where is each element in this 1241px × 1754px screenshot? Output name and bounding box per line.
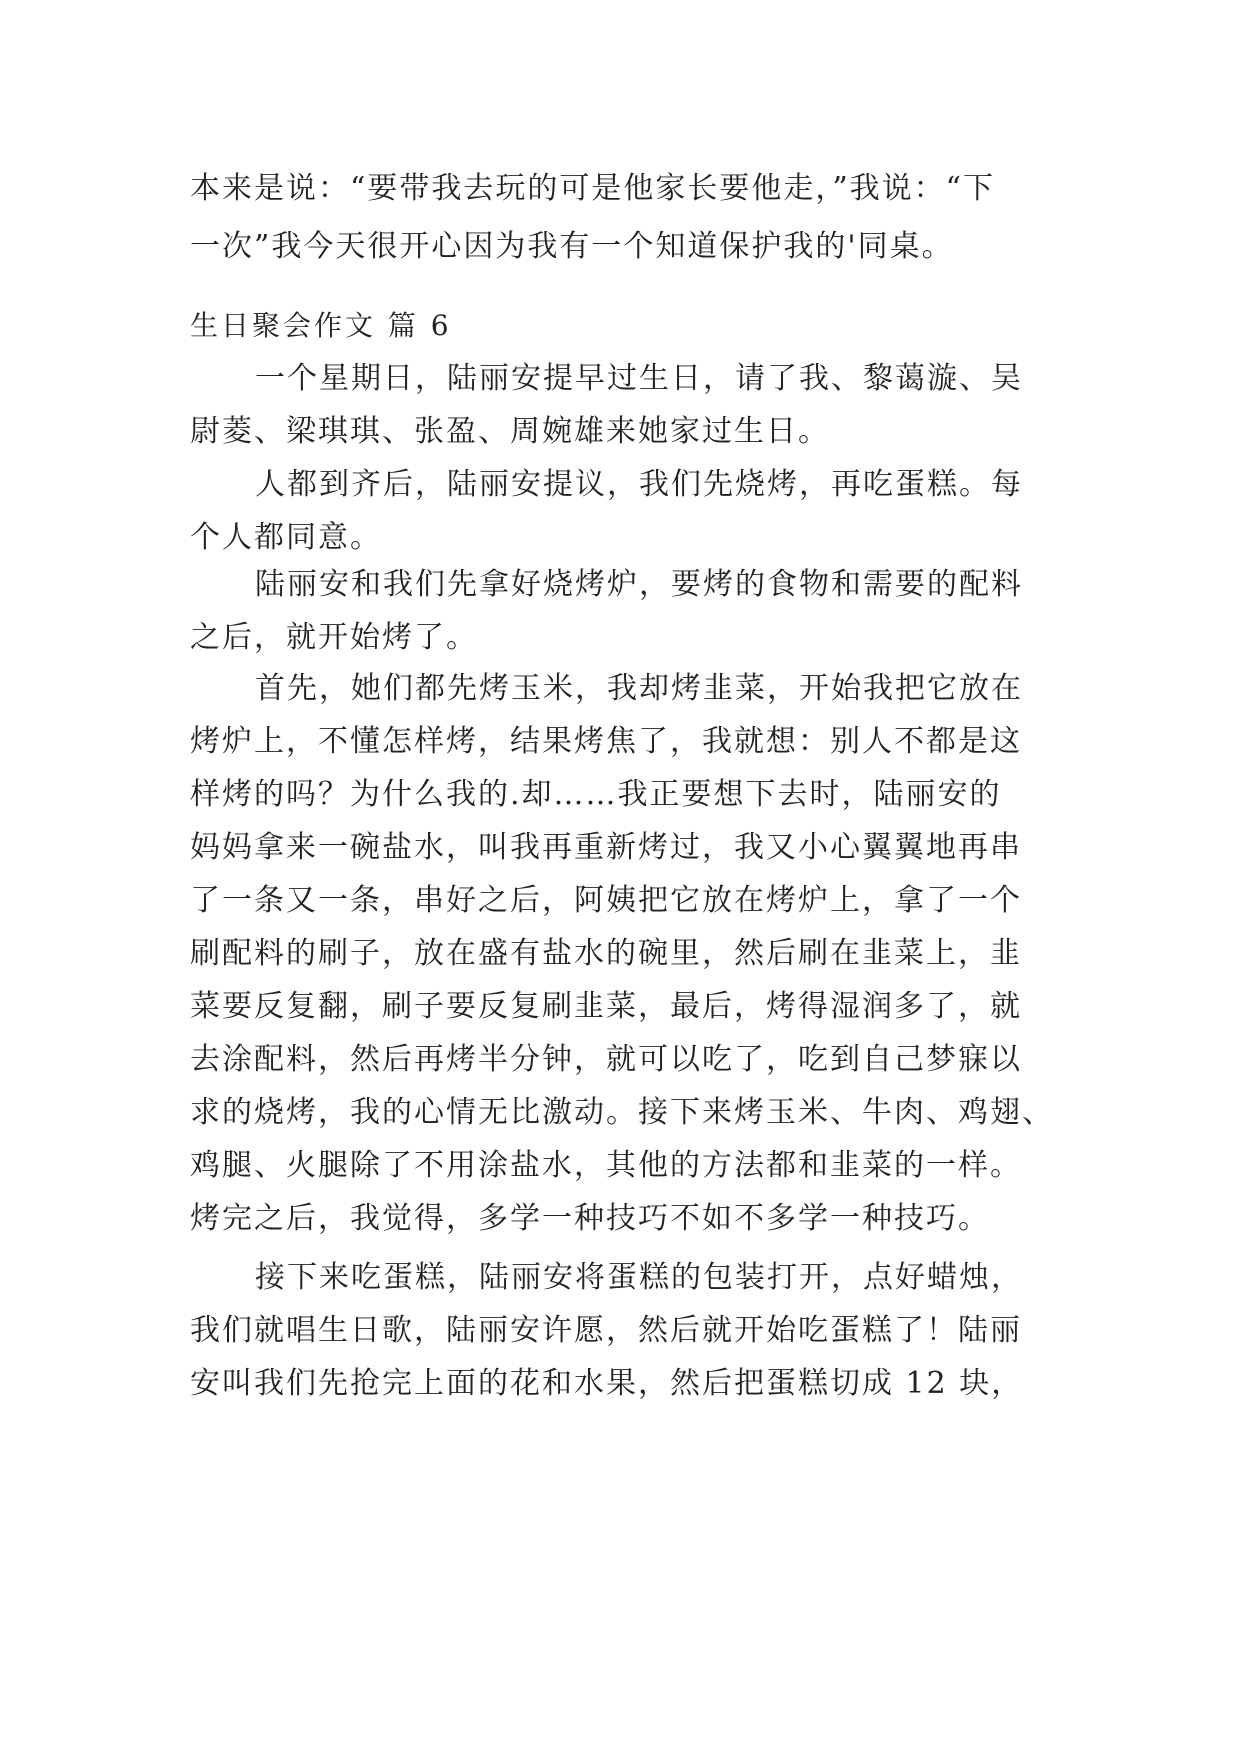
paragraph-1-line-2: 尉菱、梁琪琪、张盈、周婉雄来她家过生日。 xyxy=(190,414,830,449)
paragraph-4-line-11: 烤完之后，我觉得，多学一种技巧不如不多学一种技巧。 xyxy=(190,1201,990,1236)
text-line: 本来是说：“要带我去玩的可是他家长要他走，”我说：“下 xyxy=(190,171,996,206)
paragraph-5-line-2: 我们就唱生日歌，陆丽安许愿，然后就开始吃蛋糕了！陆丽 xyxy=(190,1313,1022,1348)
paragraph-5-line-1: 接下来吃蛋糕，陆丽安将蛋糕的包装打开，点好蜡烛， xyxy=(255,1260,1023,1295)
paragraph-5-line-3: 安叫我们先抢完上面的花和水果，然后把蛋糕切成 12 块， xyxy=(190,1366,1024,1401)
paragraph-4-line-1: 首先，她们都先烤玉米，我却烤韭菜，开始我把它放在 xyxy=(255,671,1023,706)
paragraph-4-line-7: 菜要反复翻，刷子要反复刷韭菜，最后，烤得湿润多了，就 xyxy=(190,989,1022,1024)
paragraph-3-line-2: 之后，就开始烤了。 xyxy=(190,620,478,655)
paragraph-4-line-9: 求的烧烤，我的心情无比激动。接下来烤玉米、牛肉、鸡翅、 xyxy=(190,1095,1054,1130)
paragraph-1-line-1: 一个星期日，陆丽安提早过生日，请了我、黎蔼漩、吴 xyxy=(255,361,1023,396)
paragraph-3-line-1: 陆丽安和我们先拿好烧烤炉，要烤的食物和需要的配料 xyxy=(255,567,1023,602)
paragraph-4-line-5: 了一条又一条，串好之后，阿姨把它放在烤炉上，拿了一个 xyxy=(190,883,1022,918)
paragraph-4-line-6: 刷配料的刷子，放在盛有盐水的碗里，然后刷在韭菜上，韭 xyxy=(190,936,1022,971)
paragraph-4-line-2: 烤炉上，不懂怎样烤，结果烤焦了，我就想：别人不都是这 xyxy=(190,724,1022,759)
paragraph-4-line-10: 鸡腿、火腿除了不用涂盐水，其他的方法都和韭菜的一样。 xyxy=(190,1148,1022,1183)
paragraph-4-line-8: 去涂配料，然后再烤半分钟，就可以吃了，吃到自己梦寐以 xyxy=(190,1042,1022,1077)
paragraph-4-line-3: 样烤的吗？为什么我的.却……我正要想下去时，陆丽安的 xyxy=(190,777,1002,812)
section-title: 生日聚会作文 篇 6 xyxy=(190,309,452,342)
paragraph-4-line-4: 妈妈拿来一碗盐水，叫我再重新烤过，我又小心翼翼地再串 xyxy=(190,830,1022,865)
paragraph-2-line-2: 个人都同意。 xyxy=(190,520,382,555)
paragraph-2-line-1: 人都到齐后，陆丽安提议，我们先烧烤，再吃蛋糕。每 xyxy=(255,467,1023,502)
text-line: 一次”我今天很开心因为我有一个知道保护我的'同桌。 xyxy=(190,229,954,264)
